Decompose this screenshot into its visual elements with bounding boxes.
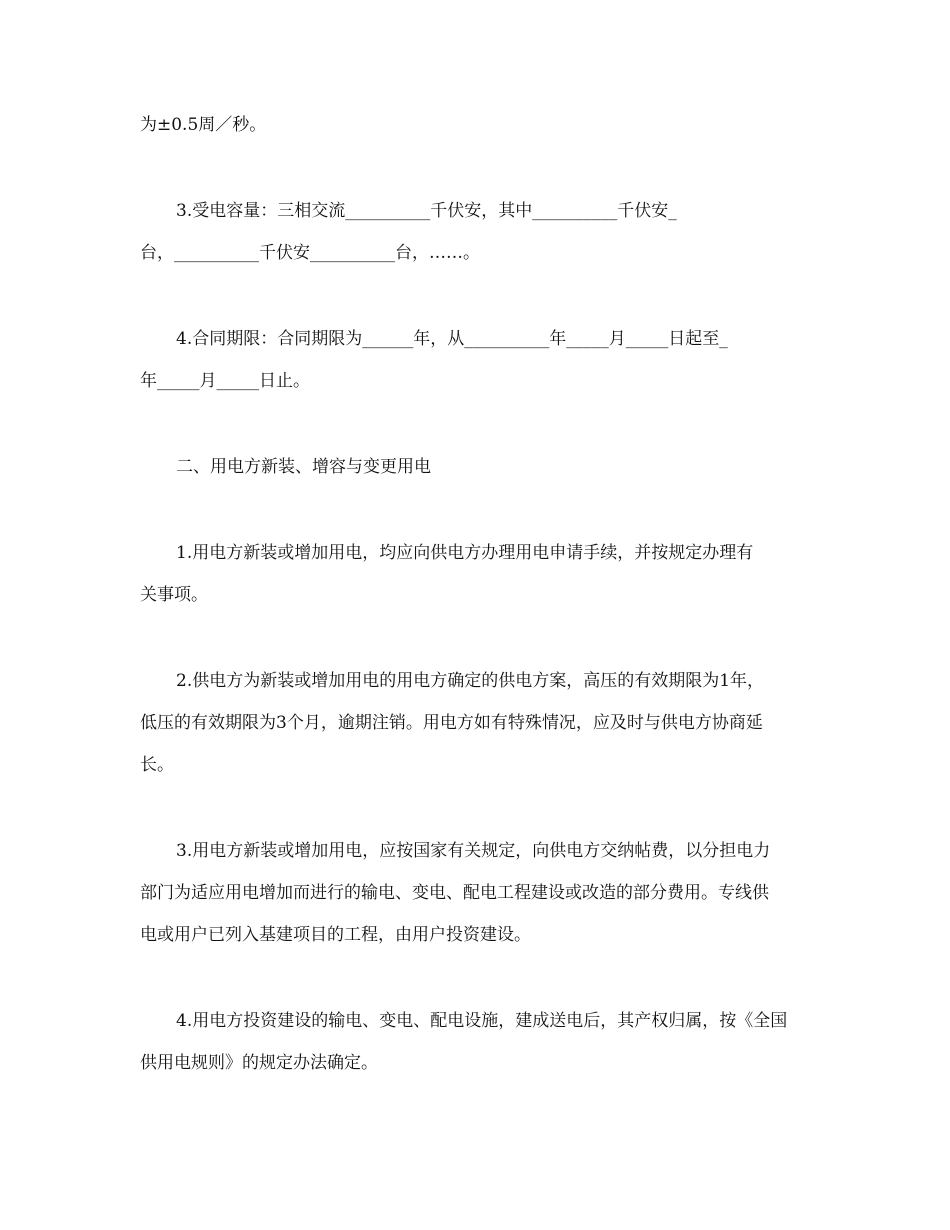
clause-2-line-2: 低压的有效期限为3个月，逾期注销。用电方如有特殊情况，应及时与供电方协商延 (140, 713, 763, 733)
clause-2-line-1: 2.供电方为新装或增加用电的用电方确定的供电方案，高压的有效期限为1年， (176, 671, 765, 691)
clause-4-line-1: 4.用电方投资建设的输电、变电、配电设施，建成送电后，其产权归属，按《全国 (176, 1011, 788, 1031)
clause-1-line-2: 关事项。 (140, 585, 208, 605)
capacity-clause-line-1: 3.受电容量：三相交流__________千伏安，其中__________千伏安_ (176, 201, 677, 221)
term-clause-line-2: 年_____月_____日止。 (140, 371, 310, 391)
term-clause-line-1: 4.合同期限：合同期限为______年，从__________年_____月_____日起至_ (176, 329, 728, 349)
clause-3-line-3: 电或用户已列入基建项目的工程，由用户投资建设。 (140, 925, 531, 945)
clause-1-line-1: 1.用电方新装或增加用电，均应向供电方办理用电申请手续，并按规定办理有 (176, 543, 754, 563)
frequency-tolerance-line: 为±0.5周／秒。 (140, 115, 267, 135)
clause-2-line-3: 长。 (140, 755, 174, 775)
section-heading: 二、用电方新装、增容与变更用电 (176, 457, 431, 477)
clause-4-line-2: 供用电规则》的规定办法确定。 (140, 1053, 378, 1073)
capacity-clause-line-2: 台，__________千伏安__________台，……。 (140, 243, 480, 263)
clause-3-line-2: 部门为适应用电增加而进行的输电、变电、配电工程建设或改造的部分费用。专线供 (140, 883, 769, 903)
clause-3-line-1: 3.用电方新装或增加用电，应按国家有关规定，向供电方交纳帖费，以分担电力 (176, 841, 771, 861)
